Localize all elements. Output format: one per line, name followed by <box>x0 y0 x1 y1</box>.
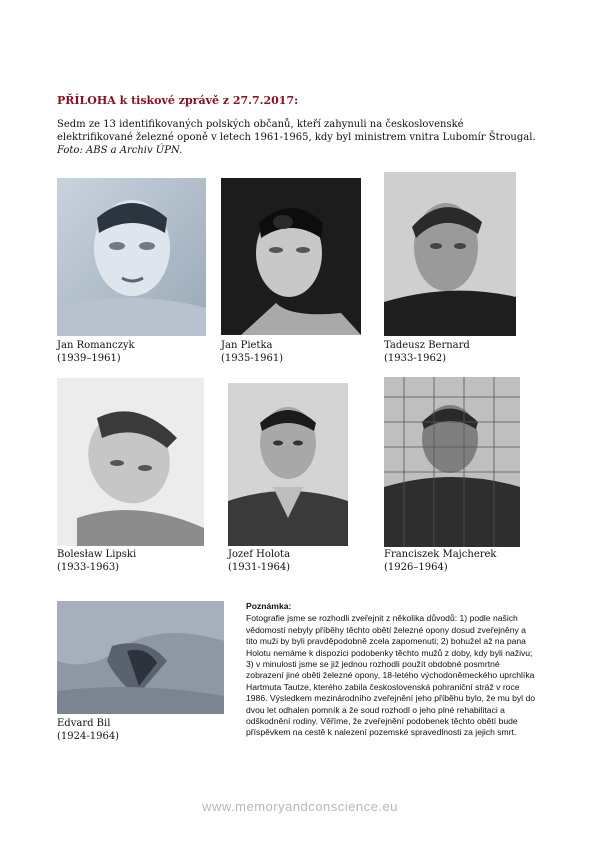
victim-name: Franciszek Majcherek <box>384 549 497 560</box>
photo-jan-romanczyk <box>57 178 206 336</box>
victim-name: Bolesław Lipski <box>57 549 137 560</box>
caption-jan-romanczyk <box>57 339 135 365</box>
caption-franciszek-majcherek <box>384 548 497 574</box>
caption-jan-pietka <box>221 339 283 365</box>
intro-text: Sedm ze 13 identifikovaných polských občanů, kteří zahynuli na československé elektrifikované železné oponě v letech 1961-1965, kdy byl ministrem vnitra Lubomír Štrougal. <box>57 119 536 143</box>
victim-name: Jozef Holota <box>228 549 291 560</box>
caption-edvard-bil <box>57 717 119 743</box>
victim-years: (1935-1961) <box>221 353 284 364</box>
photo-franciszek-majcherek <box>384 377 520 547</box>
note-block <box>246 601 536 739</box>
photo-edvard-bil <box>57 601 224 714</box>
victim-years: (1924-1964) <box>57 731 120 742</box>
victim-years: (1926–1964) <box>384 562 448 573</box>
photo-jozef-holota <box>228 383 348 546</box>
victim-years: (1939–1961) <box>57 353 121 364</box>
photo-jan-pietka <box>221 178 361 335</box>
caption-jozef-holota <box>228 548 290 574</box>
note-title: Poznámka: <box>246 601 292 611</box>
victim-name: Edvard Bil <box>57 718 111 729</box>
victim-years: (1933-1962) <box>384 353 447 364</box>
caption-boleslaw-lipski <box>57 548 136 574</box>
victim-years: (1931-1964) <box>228 562 291 573</box>
note-body: Fotografie jsme se rozhodli zveřejnit z několika důvodů: 1) podle našich vědomostí nebyly příběhy těchto obětí železné opony dosud zveřejněny a tito muži by byli pravděpodobně zcela zapomenuti; 2) bohužel až na pana Holotu nemáme k dispozici podobenky těchto mužů z doby, kdy byli naživu; 3) v minulosti jsme se již jednou rozhodli použít obdobné posmrtné zobrazení jiné oběti železné opony, 18-letého východoněmeckého uprchlíka Hartmuta Tautze, kterého zabila československá pohraniční stráž v roce 1986. Výsledkem mezinárodního zveřejnění jeho příběhu bylo, že mu byl do dvou let odhalen pomník a že soud rozhodl o jeho plné rehabilitaci a odškodnění rodiny. Věříme, že zveřejnění podobenek těchto obětí bude příspěvkem na cestě k nalezení pozemské spravedlnosti za jejich smrt. <box>246 613 536 738</box>
victim-name: Tadeusz Bernard <box>384 340 470 351</box>
victim-name: Jan Pietka <box>221 340 273 351</box>
photo-source: Foto: ABS a Archiv ÚPN. <box>57 145 183 156</box>
footer-url: www.memoryandconscience.eu <box>202 799 398 814</box>
page-heading: PŘÍLOHA k tiskové zprávě z 27.7.2017: <box>57 94 299 107</box>
photo-tadeusz-bernard <box>384 172 516 336</box>
caption-tadeusz-bernard <box>384 339 470 365</box>
intro-paragraph <box>57 118 537 157</box>
photo-boleslaw-lipski <box>57 378 204 546</box>
victim-name: Jan Romanczyk <box>57 340 135 351</box>
victim-years: (1933-1963) <box>57 562 120 573</box>
